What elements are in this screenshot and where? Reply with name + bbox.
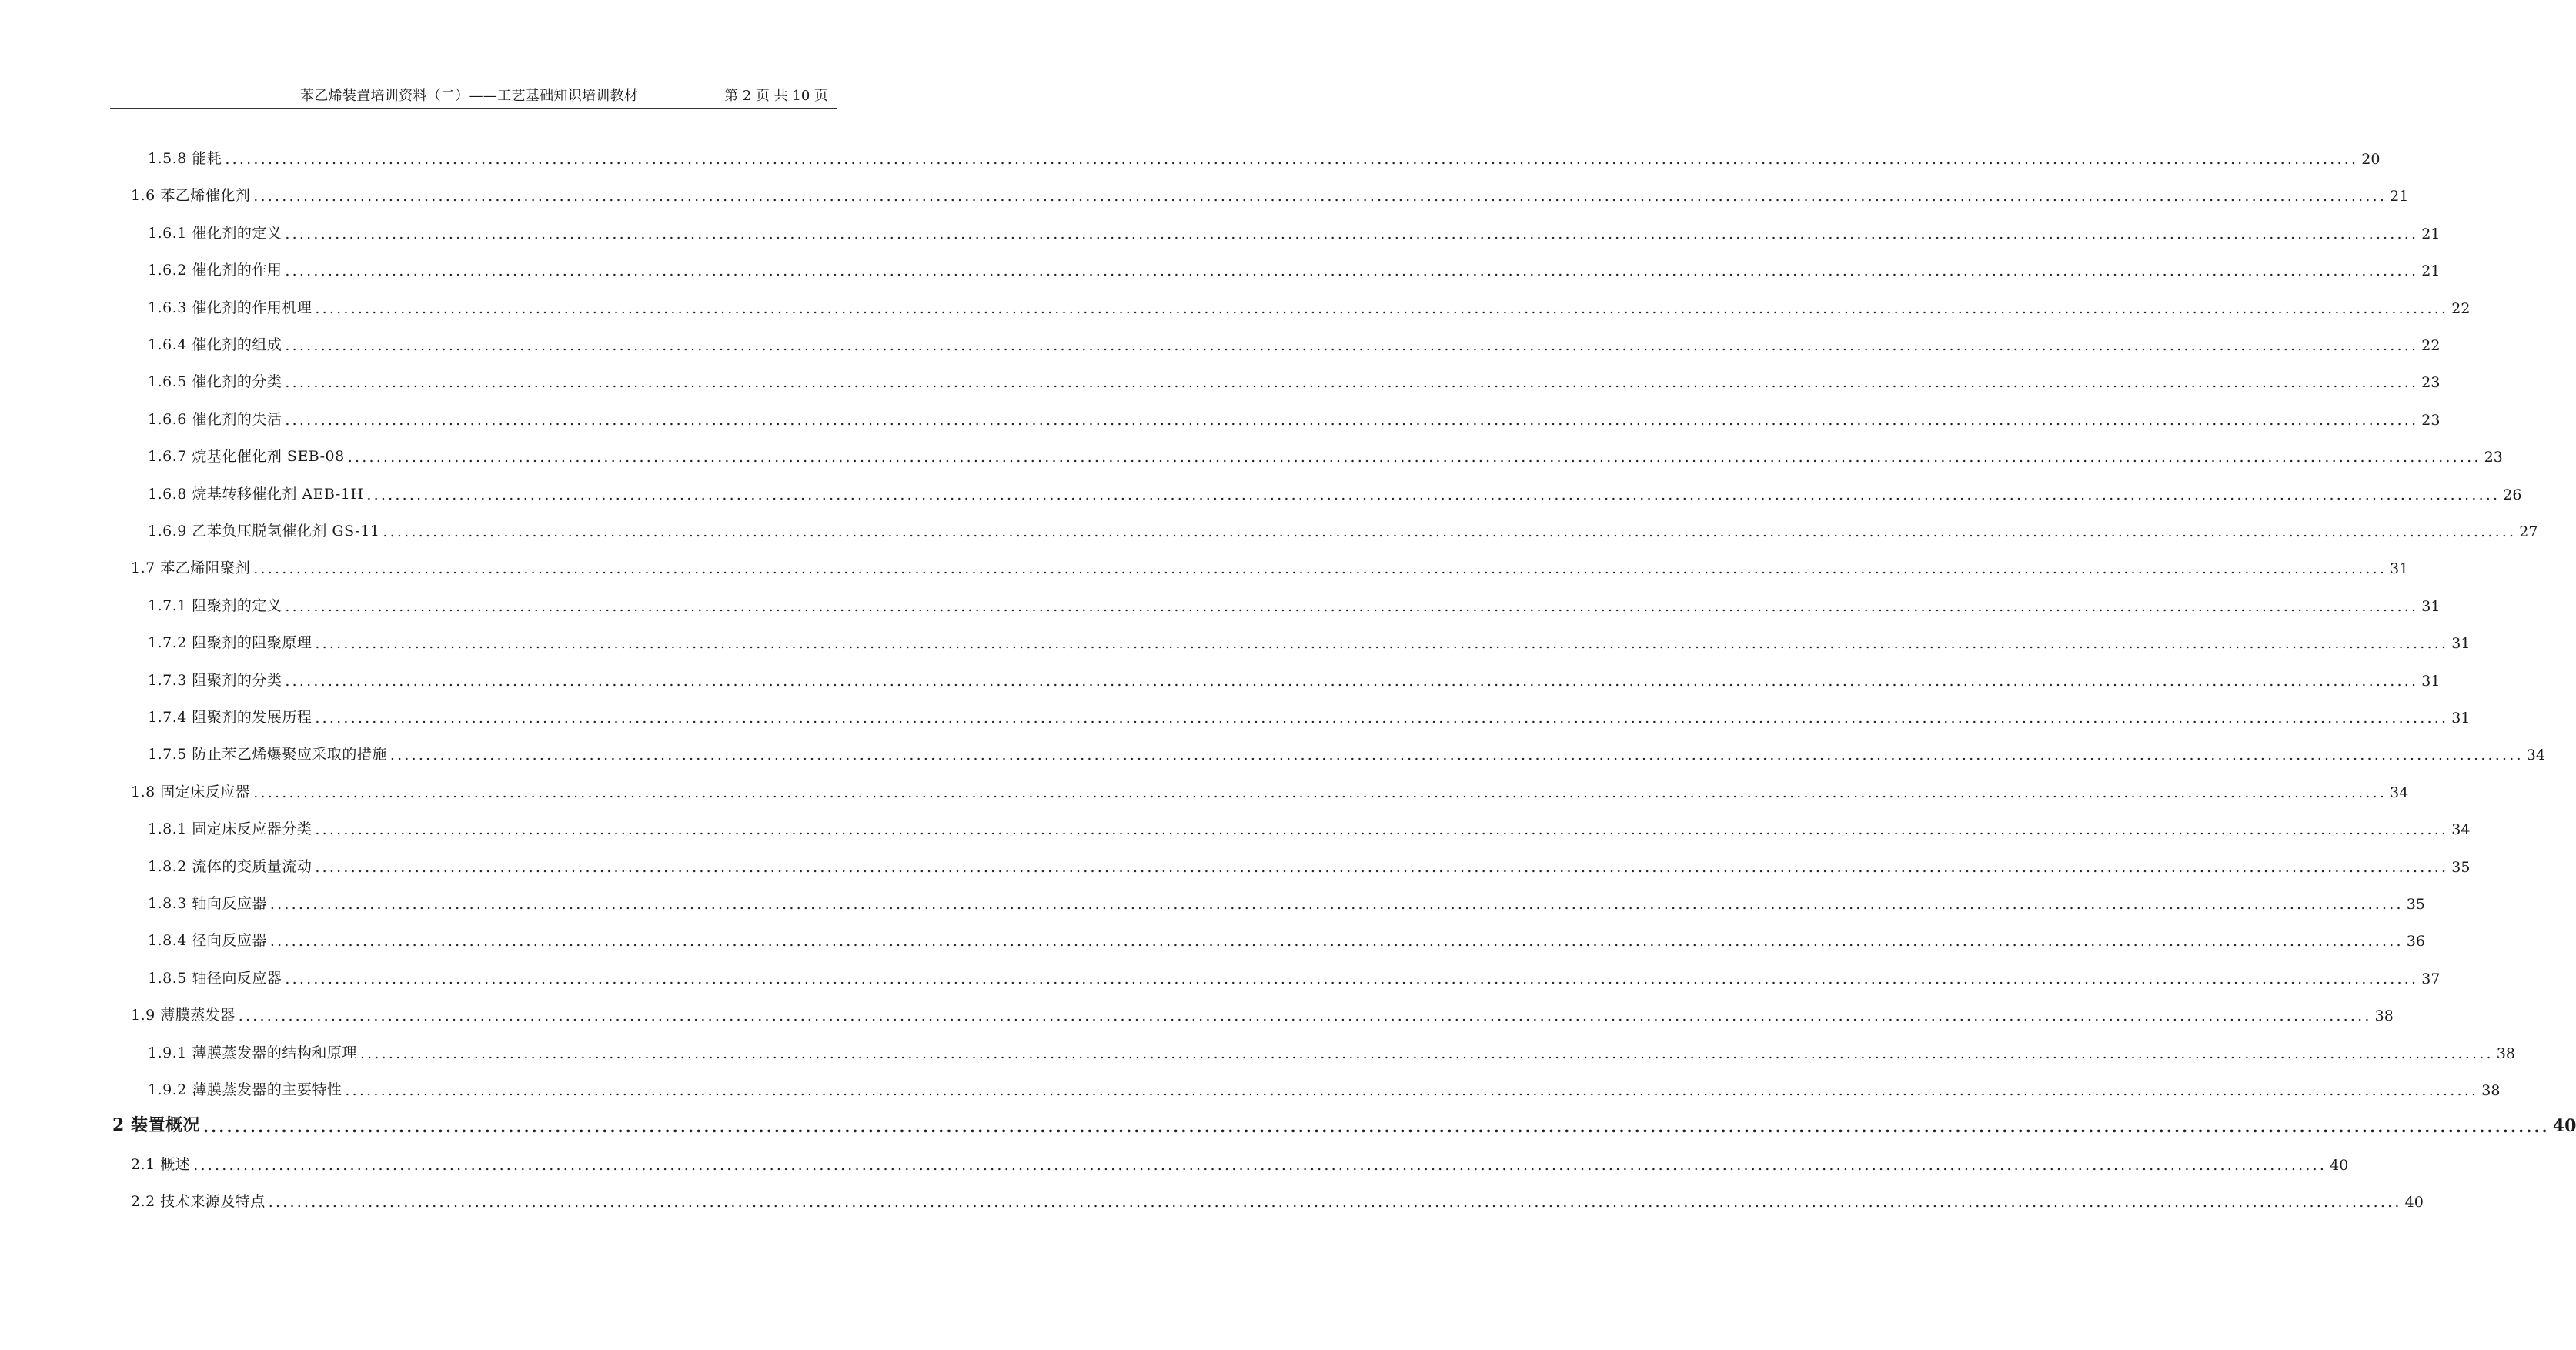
toc-entry-label: 1.9.1 薄膜蒸发器的结构和原理	[148, 1044, 357, 1061]
toc-entry[interactable]	[0, 629, 2471, 653]
toc-entry-label: 2.1 概述	[131, 1155, 191, 1173]
toc-entry[interactable]	[0, 927, 2425, 951]
toc-entry[interactable]	[0, 1188, 2424, 1211]
toc-entry[interactable]	[0, 406, 2441, 429]
toc-entry-label: 1.8.2 流体的变质量流动	[148, 857, 312, 875]
toc-entry-page-number: 21	[2390, 188, 2409, 206]
toc-entry[interactable]	[0, 815, 2471, 839]
toc-entry[interactable]	[0, 1039, 2515, 1062]
toc-leader-dots: ............................................................................................................................................................................................................................................................................................................	[383, 523, 2517, 540]
toc-leader-dots: ............................................................................................................................................................................................................................................................................................................	[193, 1156, 2327, 1174]
toc-entry-page-number: 40	[2404, 1194, 2424, 1211]
toc-entry-page-number: 31	[2421, 672, 2441, 690]
toc-entry-label: 1.8.3 轴向反应器	[148, 895, 267, 912]
toc-leader-dots: ............................................................................................................................................................................................................................................................................................................	[253, 560, 2387, 578]
toc-entry[interactable]	[0, 853, 2471, 876]
toc-entry-label: 1.7.3 阻聚剂的分类	[148, 671, 282, 689]
toc-entry-page-number: 22	[2421, 337, 2441, 354]
toc-entry-page-number: 20	[2361, 151, 2381, 168]
toc-leader-dots: ............................................................................................................................................................................................................................................................................................................	[238, 1007, 2372, 1025]
toc-entry-page-number: 26	[2503, 486, 2522, 503]
toc-entry-label: 1.6.1 催化剂的定义	[148, 224, 282, 242]
toc-entry-label: 1.6.3 催化剂的作用机理	[148, 299, 312, 316]
toc-entry-page-number: 23	[2421, 374, 2441, 392]
toc-entry-label: 1.6 苯乙烯催化剂	[131, 187, 251, 205]
toc-entry-label: 1.6.7 烷基化催化剂 SEB-08	[148, 448, 345, 466]
toc-leader-dots: ............................................................................................................................................................................................................................................................................................................	[315, 710, 2449, 727]
toc-entry-page-number: 31	[2451, 635, 2471, 653]
toc-leader-dots: ............................................................................................................................................................................................................................................................................................................	[225, 151, 2359, 168]
toc-entry[interactable]	[0, 219, 2441, 242]
toc-entry[interactable]	[0, 256, 2441, 280]
toc-entry[interactable]	[0, 667, 2441, 690]
toc-leader-dots: ............................................................................................................................................................................................................................................................................................................	[315, 821, 2449, 839]
toc-entry-page-number: 21	[2421, 225, 2441, 242]
toc-entry[interactable]	[0, 480, 2522, 503]
toc-entry-page-number: 40	[2552, 1116, 2576, 1137]
toc-leader-dots: ............................................................................................................................................................................................................................................................................................................	[268, 1194, 2402, 1211]
toc-entry-label: 1.7.5 防止苯乙烯爆聚应采取的措施	[148, 746, 387, 764]
toc-entry-label: 1.7.2 阻聚剂的阻聚原理	[148, 634, 312, 652]
toc-entry[interactable]	[0, 1076, 2501, 1099]
toc-entry-label: 1.6.8 烷基转移催化剂 AEB-1H	[148, 485, 364, 503]
toc-leader-dots: ............................................................................................................................................................................................................................................................................................................	[285, 411, 2419, 429]
toc-entry-label: 1.9.2 薄膜蒸发器的主要特性	[148, 1081, 342, 1098]
toc-entry-label: 1.8.5 轴径向反应器	[148, 969, 282, 987]
toc-entry-label: 1.8.1 固定床反应器分类	[148, 820, 312, 838]
toc-leader-dots: ............................................................................................................................................................................................................................................................................................................	[269, 933, 2404, 951]
toc-entry-label: 1.6.5 催化剂的分类	[148, 373, 282, 391]
toc-entry[interactable]	[0, 517, 2538, 540]
toc-entry-page-number: 23	[2421, 411, 2441, 429]
toc-entry[interactable]	[0, 182, 2409, 206]
toc-entry-label: 1.6.9 乙苯负压脱氢催化剂 GS-11	[148, 523, 380, 540]
toc-entry[interactable]	[0, 1151, 2349, 1174]
toc-leader-dots: ............................................................................................................................................................................................................................................................................................................	[285, 262, 2419, 280]
toc-leader-dots: ............................................................................................................................................................................................................................................................................................................	[347, 449, 2481, 466]
toc-leader-dots: ............................................................................................................................................................................................................................................................................................................	[269, 896, 2404, 913]
toc-entry[interactable]	[0, 331, 2441, 354]
toc-leader-dots: ............................................................................................................................................................................................................................................................................................................	[315, 299, 2449, 317]
toc-entry-page-number: 38	[2374, 1007, 2394, 1025]
toc-entry-page-number: 38	[2496, 1044, 2515, 1062]
toc-entry-label: 1.6.4 催化剂的组成	[148, 336, 282, 353]
toc-entry[interactable]	[0, 890, 2425, 913]
toc-entry-page-number: 21	[2421, 262, 2441, 280]
toc-entry-label: 2.2 技术来源及特点	[131, 1193, 266, 1211]
page-number: 第 2 页 共 10 页	[724, 88, 828, 104]
toc-entry[interactable]	[0, 294, 2471, 317]
toc-entry-page-number: 40	[2330, 1156, 2349, 1174]
toc-entry-label: 1.5.8 能耗	[148, 150, 222, 167]
toc-entry[interactable]	[0, 740, 2545, 764]
toc-leader-dots: ............................................................................................................................................................................................................................................................................................................	[285, 337, 2419, 354]
toc-entry[interactable]	[0, 964, 2441, 987]
toc-entry-page-number: 36	[2406, 933, 2425, 951]
toc-entry-label: 2 装置概况	[112, 1115, 200, 1136]
toc-leader-dots: ............................................................................................................................................................................................................................................................................................................	[359, 1044, 2494, 1062]
toc-leader-dots: ............................................................................................................................................................................................................................................................................................................	[285, 374, 2419, 392]
toc-entry-page-number: 34	[2451, 821, 2471, 839]
toc-leader-dots: ............................................................................................................................................................................................................................................................................................................	[315, 858, 2449, 876]
toc-entry[interactable]	[0, 703, 2471, 727]
toc-entry-page-number: 35	[2406, 896, 2425, 913]
toc-leader-dots: ............................................................................................................................................................................................................................................................................................................	[285, 672, 2419, 690]
toc-leader-dots: ............................................................................................................................................................................................................................................................................................................	[253, 188, 2387, 206]
document-title: 苯乙烯装置培训资料（二）——工艺基础知识培训教材	[300, 88, 639, 104]
toc-entry-page-number: 31	[2390, 560, 2409, 578]
toc-leader-dots: ............................................................................................................................................................................................................................................................................................................	[285, 970, 2419, 987]
toc-entry[interactable]	[0, 443, 2503, 466]
toc-entry-label: 1.7.1 阻聚剂的定义	[148, 596, 282, 614]
toc-entry-page-number: 34	[2526, 747, 2545, 764]
toc-leader-dots: ............................................................................................................................................................................................................................................................................................................	[345, 1082, 2479, 1099]
toc-leader-dots: ............................................................................................................................................................................................................................................................................................................	[285, 597, 2419, 615]
toc-leader-dots: ............................................................................................................................................................................................................................................................................................................	[315, 635, 2449, 653]
toc-entry-label: 1.7.4 阻聚剂的发展历程	[148, 709, 312, 726]
toc-entry-page-number: 31	[2451, 710, 2471, 727]
toc-entry[interactable]	[0, 368, 2441, 392]
toc-entry-page-number: 35	[2451, 858, 2471, 876]
toc-entry-page-number: 27	[2519, 523, 2538, 540]
toc-entry-label: 1.6.2 催化剂的作用	[148, 262, 282, 279]
toc-entry-page-number: 34	[2390, 784, 2409, 801]
toc-leader-dots: ............................................................................................................................................................................................................................................................................................................	[253, 784, 2387, 801]
toc-entry-label: 1.6.6 催化剂的失活	[148, 410, 282, 428]
toc-entry-label: 1.8.4 径向反应器	[148, 932, 267, 950]
toc-entry[interactable]	[0, 1001, 2394, 1025]
toc-entry[interactable]	[0, 778, 2409, 801]
toc-entry-page-number: 22	[2451, 299, 2471, 317]
toc-entry-label: 1.7 苯乙烯阻聚剂	[131, 560, 251, 577]
toc-entry-page-number: 38	[2481, 1082, 2501, 1099]
toc-leader-dots: ............................................................................................................................................................................................................................................................................................................	[285, 225, 2419, 242]
toc-entry-label: 1.9 薄膜蒸发器	[131, 1007, 236, 1024]
toc-leader-dots: ............................................................................................................................................................................................................................................................................................................	[366, 486, 2501, 503]
toc-entry-page-number: 37	[2421, 970, 2441, 987]
toc-leader-dots: ............................................................................................................................................................................................................................................................................................................	[389, 747, 2524, 764]
toc-entry-page-number: 23	[2484, 449, 2503, 466]
toc-entry[interactable]	[0, 1113, 2576, 1137]
toc-entry-label: 1.8 固定床反应器	[131, 783, 251, 800]
toc-entry[interactable]	[0, 145, 2381, 168]
toc-leader-dots: ............................................................................................................................................................................................................................................................................................................	[202, 1118, 2550, 1137]
toc-entry[interactable]	[0, 554, 2409, 578]
toc-entry[interactable]	[0, 592, 2441, 615]
toc-entry-page-number: 31	[2421, 597, 2441, 615]
